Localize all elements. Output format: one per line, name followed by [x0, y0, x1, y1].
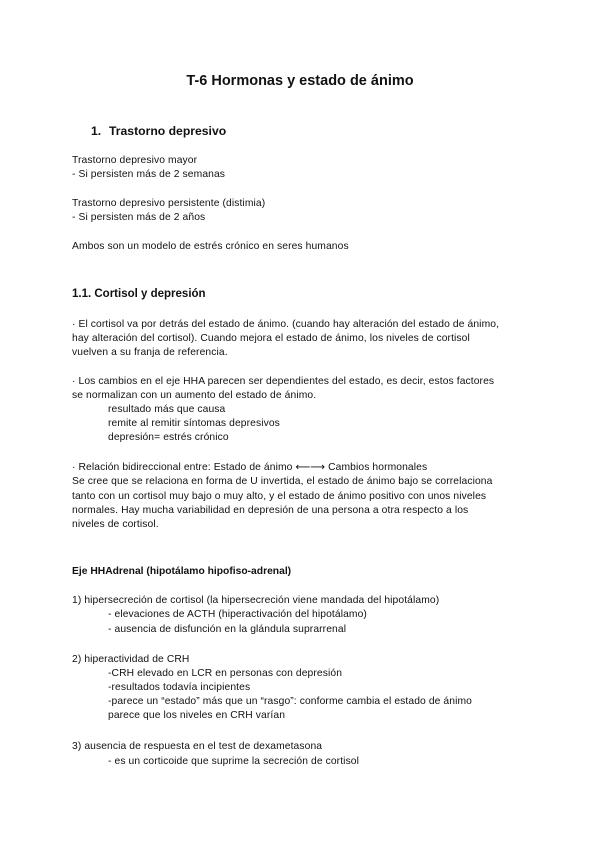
list-sub-item: - ausencia de disfunción en la glándula suprarrenal: [108, 624, 347, 635]
section-1-1-heading: 1.1. Cortisol y depresión: [72, 288, 206, 300]
text-line: Se cree que se relaciona en forma de U invertida, el estado de ánimo bajo se correlaciona: [72, 476, 493, 487]
text-line: Trastorno depresivo persistente (distimia): [72, 198, 266, 209]
list-sub-item: -CRH elevado en LCR en personas con depresión: [108, 668, 343, 679]
list-sub-item: - elevaciones de ACTH (hiperactivación del hipotálamo): [108, 609, 367, 620]
eje-heading: Eje HHAdrenal (hipotálamo hipofiso-adrenal): [72, 566, 292, 577]
list-sub-item: - es un corticoide que suprime la secreción de cortisol: [108, 756, 360, 767]
section-1-heading: Trastorno depresivo: [109, 124, 227, 138]
text-line: Ambos son un modelo de estrés crónico en seres humanos: [72, 241, 349, 252]
list-sub-item: -parece un “estado” más que un “rasgo”: conforme cambia el estado de ánimo: [108, 696, 472, 707]
text-line: Trastorno depresivo mayor: [72, 155, 198, 166]
page-title: T-6 Hormonas y estado de ánimo: [186, 73, 414, 89]
indented-line: remite al remitir síntomas depresivos: [108, 418, 280, 429]
list-sub-item: parece que los niveles en CRH varían: [108, 710, 286, 721]
text-line: normales. Hay mucha variabilidad en depresión de una persona a otra respecto a los: [72, 505, 469, 516]
text-line: - Si persisten más de 2 semanas: [72, 169, 226, 180]
text-line: vuelven a su franja de referencia.: [72, 347, 228, 358]
list-item-title: 1) hipersecreción de cortisol (la hipersecreción viene mandada del hipotálamo): [72, 595, 440, 606]
text-line: · El cortisol va por detrás del estado de ánimo. (cuando hay alteración del estado de ánimo,: [72, 319, 500, 330]
text-line: niveles de cortisol.: [72, 519, 159, 530]
indented-line: depresión= estrés crónico: [108, 432, 229, 443]
list-item-title: 2) hiperactividad de CRH: [72, 654, 190, 665]
text-line: - Si persisten más de 2 años: [72, 212, 206, 223]
indented-line: resultado más que causa: [108, 404, 226, 415]
text-line: se normalizan con un aumento del estado de ánimo.: [72, 390, 317, 401]
text-line: · Relación bidireccional entre: Estado de ánimo ⟵⟶ Cambios hormonales: [72, 462, 428, 473]
list-item-title: 3) ausencia de respuesta en el test de dexametasona: [72, 741, 323, 752]
section-1-number: 1.: [91, 124, 102, 138]
text-line: · Los cambios en el eje HHA parecen ser dependientes del estado, es decir, estos factores: [72, 376, 495, 387]
text-line: hay alteración del cortisol). Cuando mejora el estado de ánimo, los niveles de cortisol: [72, 333, 470, 344]
list-sub-item: -resultados todavía incipientes: [108, 682, 251, 693]
text-line: tanto con un cortisol muy bajo o muy alto, y el estado de ánimo positivo con unos niveles: [72, 491, 487, 502]
